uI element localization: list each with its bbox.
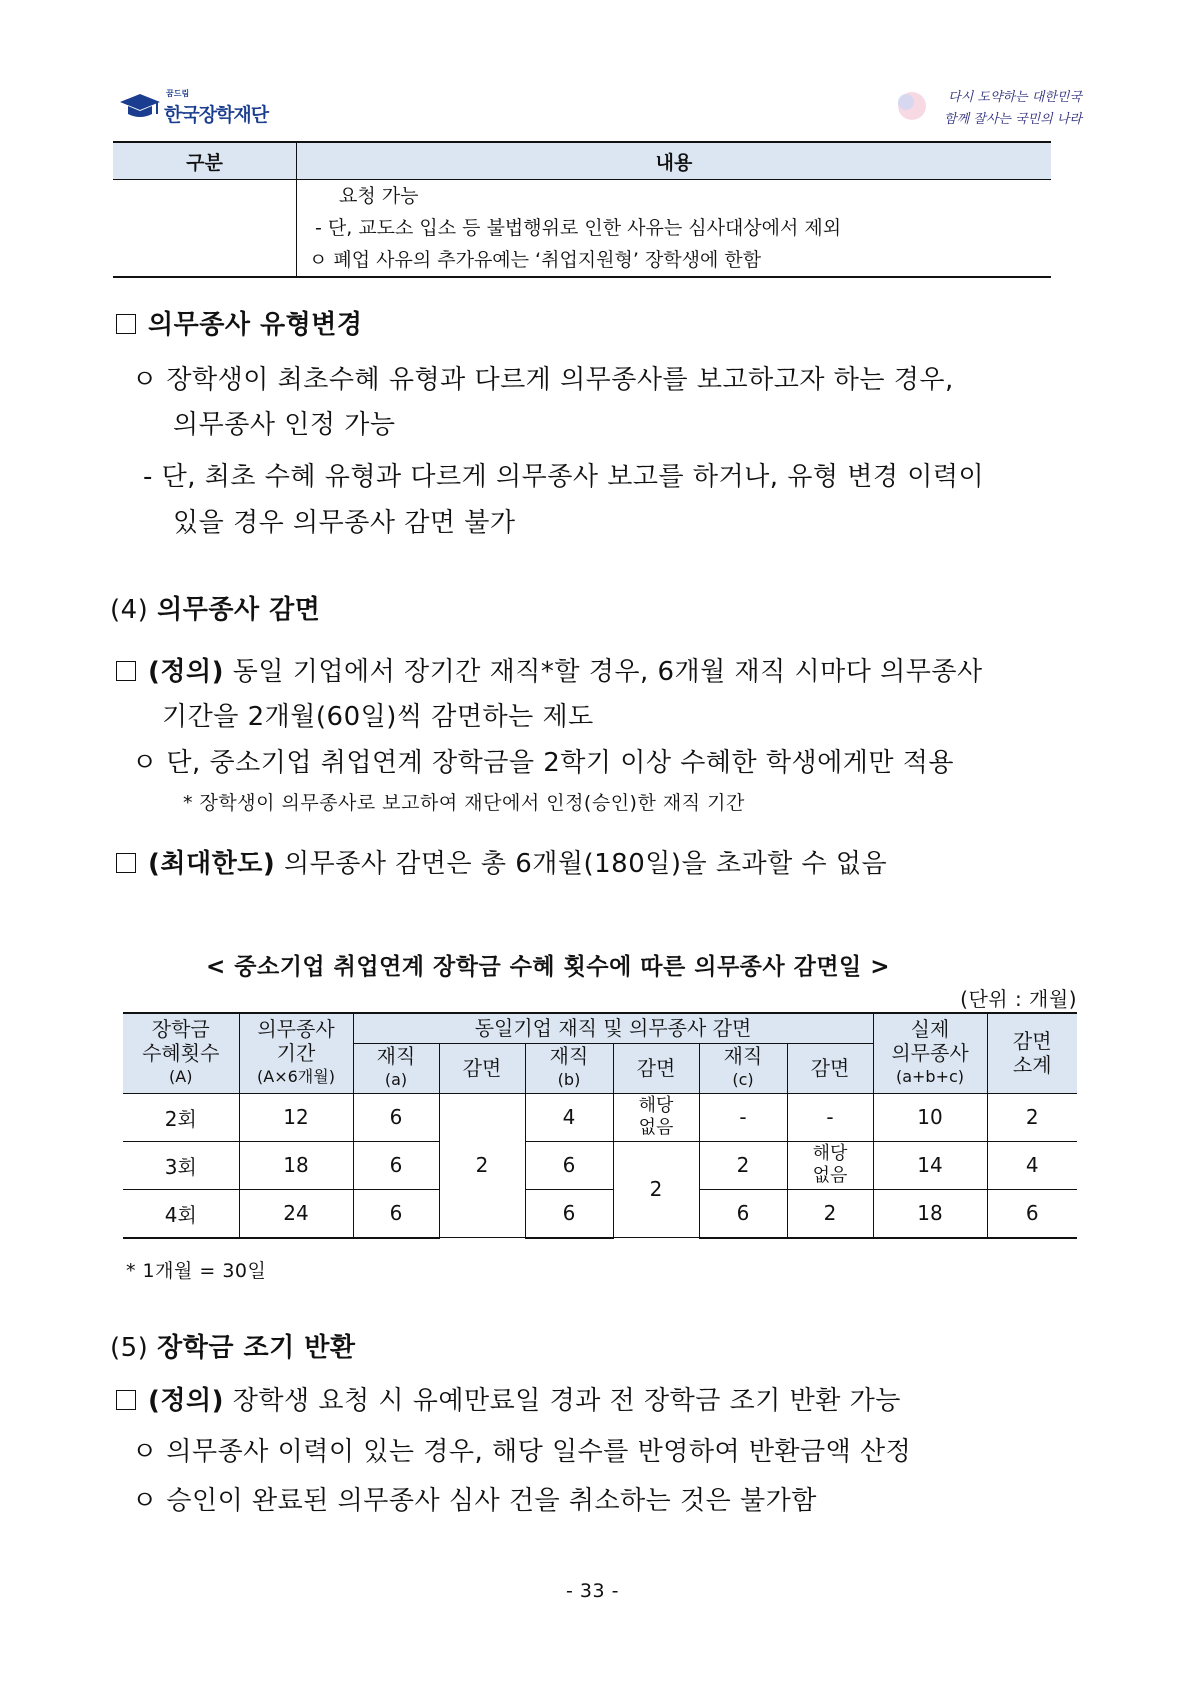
government-slogan <box>892 84 1082 130</box>
cell-work-a: 6 <box>353 1141 439 1189</box>
cell-subtotal: 6 <box>987 1189 1077 1238</box>
section-heading-5: (5) 장학금 조기 반환 <box>110 1333 356 1363</box>
cell-work-a: 6 <box>353 1093 439 1141</box>
cell-period: 24 <box>239 1189 353 1238</box>
header-scholarship-count: 장학금 수혜횟수 (A) <box>123 1013 239 1093</box>
checkbox-square-icon <box>116 314 136 334</box>
table-row <box>123 1141 1077 1189</box>
header-reduction-subtotal: 감면 소계 <box>987 1013 1077 1093</box>
continuation-table <box>113 141 1051 278</box>
header-service-period: 의무종사 기간 (A×6개월) <box>239 1013 353 1093</box>
cell-reduce-2: 해당 없음 <box>613 1093 699 1141</box>
cell-period: 18 <box>239 1141 353 1189</box>
section-title-type-change: 의무종사 유형변경 <box>116 304 362 341</box>
content-line: - 단, 교도소 입소 등 불법행위로 인한 사유는 심사대상에서 제외 <box>315 217 842 239</box>
checkbox-square-icon <box>116 1390 136 1410</box>
checkbox-square-icon <box>116 661 136 681</box>
paragraph: - 단, 최초 수혜 유형과 다르게 의무종사 보고를 하거나, 유형 변경 이력이 <box>143 462 985 492</box>
cell-actual: 10 <box>873 1093 987 1141</box>
cell-work-a: 6 <box>353 1189 439 1238</box>
cell-actual: 18 <box>873 1189 987 1238</box>
cell-actual: 14 <box>873 1141 987 1189</box>
paragraph: 있을 경우 의무종사 감면 불가 <box>173 508 516 538</box>
content-line: ㅇ 폐업 사유의 추가유예는 ‘취업지원형’ 장학생에 한함 <box>309 249 762 271</box>
table-row <box>123 1189 1077 1238</box>
cell-count: 3회 <box>123 1141 239 1189</box>
definition-paragraph: (정의) 동일 기업에서 장기간 재직*할 경우, 6개월 재직 시마다 의무종사 <box>116 651 983 688</box>
cell-reduce-3: - <box>787 1093 873 1141</box>
max-limit-paragraph: (최대한도) 의무종사 감면은 총 6개월(180일)을 초과할 수 없음 <box>116 843 887 880</box>
kosaf-logo <box>118 86 288 130</box>
content-cell <box>297 180 1052 278</box>
category-cell <box>113 180 297 278</box>
footnote: * 장학생이 의무종사로 보고하여 재단에서 인정(승인)한 재직 기간 <box>183 792 745 814</box>
slogan-line-2: 함께 잘사는 국민의 나라 <box>944 112 1082 127</box>
page-number: - 33 - <box>566 1580 619 1602</box>
table-unit: (단위 : 개월) <box>960 987 1077 1011</box>
slogan-swirl-icon <box>892 88 932 124</box>
paragraph: 의무종사 인정 가능 <box>173 410 396 440</box>
table-row <box>123 1093 1077 1141</box>
cell-count: 4회 <box>123 1189 239 1238</box>
paragraph: ㅇ 승인이 완료된 의무종사 심사 건을 취소하는 것은 불가함 <box>132 1486 817 1516</box>
header-reduce: 감면 <box>613 1043 699 1093</box>
paragraph: ㅇ 단, 중소기업 취업연계 장학금을 2학기 이상 수혜한 학생에게만 적용 <box>132 748 954 778</box>
cell-subtotal: 2 <box>987 1093 1077 1141</box>
header-reduce: 감면 <box>439 1043 525 1093</box>
header-group-same-company: 동일기업 재직 및 의무종사 감면 <box>353 1013 873 1043</box>
cell-work-b: 4 <box>525 1093 613 1141</box>
cell-reduce-1-merged: 2 <box>439 1093 525 1238</box>
cell-period: 12 <box>239 1093 353 1141</box>
cell-reduce-2-merged: 2 <box>613 1141 699 1238</box>
paragraph: ㅇ 장학생이 최초수혜 유형과 다르게 의무종사를 보고하고자 하는 경우, <box>132 365 954 395</box>
cell-count: 2회 <box>123 1093 239 1141</box>
header-work-b: 재직 (b) <box>525 1043 613 1093</box>
reduction-table <box>123 1012 1077 1239</box>
col-header-content: 내용 <box>297 142 1052 180</box>
cell-work-b: 6 <box>525 1141 613 1189</box>
cell-work-c: 6 <box>699 1189 787 1238</box>
cell-work-b: 6 <box>525 1189 613 1238</box>
cell-subtotal: 4 <box>987 1141 1077 1189</box>
logo-text: 한국장학재단 <box>164 104 269 126</box>
header-work-a: 재직 (a) <box>353 1043 439 1093</box>
section-heading-4: (4) 의무종사 감면 <box>110 595 321 625</box>
table-caption: < 중소기업 취업연계 장학금 수혜 횟수에 따른 의무종사 감면일 > <box>206 954 891 980</box>
header-actual-service: 실제 의무종사 (a+b+c) <box>873 1013 987 1093</box>
checkbox-square-icon <box>116 853 136 873</box>
paragraph: ㅇ 의무종사 이력이 있는 경우, 해당 일수를 반영하여 반환금액 산정 <box>132 1437 912 1467</box>
paragraph: 기간을 2개월(60일)씩 감면하는 제도 <box>162 702 594 732</box>
header-work-c: 재직 (c) <box>699 1043 787 1093</box>
content-line: 요청 가능 <box>339 185 419 207</box>
slogan-line-1: 다시 도약하는 대한민국 <box>948 90 1082 105</box>
table-footnote: * 1개월 = 30일 <box>126 1260 267 1282</box>
cell-work-c: 2 <box>699 1141 787 1189</box>
header-reduce: 감면 <box>787 1043 873 1093</box>
col-header-category: 구분 <box>113 142 297 180</box>
cell-reduce-3: 2 <box>787 1189 873 1238</box>
logo-small-text: 꿈드림 <box>166 89 190 98</box>
cell-reduce-3: 해당 없음 <box>787 1141 873 1189</box>
cell-work-c: - <box>699 1093 787 1141</box>
definition-paragraph: (정의) 장학생 요청 시 유예만료일 경과 전 장학금 조기 반환 가능 <box>116 1380 901 1417</box>
graduation-cap-icon <box>118 92 162 122</box>
